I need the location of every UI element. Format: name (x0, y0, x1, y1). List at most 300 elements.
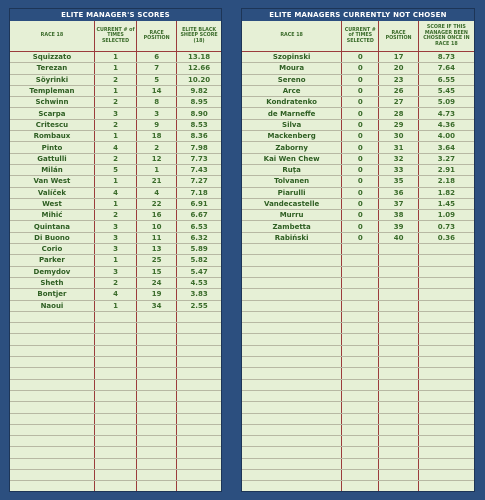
manager-name-cell (242, 311, 342, 322)
table-row (10, 142, 221, 153)
table-row (242, 187, 474, 198)
empty-row (242, 357, 474, 368)
race-position-cell: 1 (137, 164, 177, 175)
empty-row (10, 345, 221, 356)
col-header-times-selected: CURRENT # of TIMES SELECTED (94, 21, 136, 52)
table-row (242, 97, 474, 108)
manager-name-cell (242, 402, 342, 413)
manager-name-cell: Murru (242, 210, 342, 221)
race-position-cell (379, 277, 418, 288)
times-selected-cell: 1 (94, 255, 136, 266)
manager-name-cell: Rabiński (242, 232, 342, 243)
score-cell (418, 469, 474, 480)
times-selected-cell (94, 424, 136, 435)
score-cell (177, 447, 221, 458)
score-cell: 5.82 (177, 255, 221, 266)
score-cell: 8.95 (177, 97, 221, 108)
score-cell (418, 323, 474, 334)
times-selected-cell: 0 (342, 164, 379, 175)
score-cell (177, 481, 221, 492)
empty-row (10, 458, 221, 469)
manager-name-cell: Zambetta (242, 221, 342, 232)
race-position-cell: 28 (379, 108, 418, 119)
manager-name-cell (242, 266, 342, 277)
empty-row (242, 323, 474, 334)
manager-name-cell: Pinto (10, 142, 94, 153)
empty-row (242, 458, 474, 469)
not-chosen-panel (241, 8, 475, 492)
race-position-cell: 16 (137, 210, 177, 221)
score-cell (418, 436, 474, 447)
race-position-cell: 20 (379, 63, 418, 74)
score-cell: 2.91 (418, 164, 474, 175)
race-position-cell: 25 (137, 255, 177, 266)
score-cell (177, 334, 221, 345)
race-position-cell: 12 (137, 153, 177, 164)
table-row (242, 153, 474, 164)
times-selected-cell: 2 (94, 119, 136, 130)
race-position-cell: 22 (137, 198, 177, 209)
manager-name-cell: Templeman (10, 85, 94, 96)
race-position-cell: 15 (137, 266, 177, 277)
times-selected-cell: 4 (94, 187, 136, 198)
col-header-potential-score: SCORE IF THIS MANAGER BEEN CHOSEN ONCE IN RACE 18 (418, 21, 474, 52)
not-chosen-rows (242, 52, 474, 493)
manager-name-cell: Kondratenko (242, 97, 342, 108)
times-selected-cell: 3 (94, 244, 136, 255)
table-row (242, 210, 474, 221)
score-cell: 6.32 (177, 232, 221, 243)
table-row (242, 63, 474, 74)
score-cell: 1.09 (418, 210, 474, 221)
race-position-cell (379, 390, 418, 401)
times-selected-cell: 3 (94, 108, 136, 119)
score-cell (177, 413, 221, 424)
table-row (242, 131, 474, 142)
table-row (10, 108, 221, 119)
manager-name-cell: Terezan (10, 63, 94, 74)
times-selected-cell: 2 (94, 277, 136, 288)
elite-scores-panel (9, 8, 222, 492)
score-cell: 3.83 (177, 289, 221, 300)
score-cell (418, 289, 474, 300)
times-selected-cell (342, 266, 379, 277)
times-selected-cell: 4 (94, 289, 136, 300)
empty-row (242, 244, 474, 255)
manager-name-cell (10, 469, 94, 480)
race-position-cell (379, 447, 418, 458)
manager-name-cell (10, 357, 94, 368)
empty-row (242, 402, 474, 413)
score-cell (177, 424, 221, 435)
race-position-cell (137, 345, 177, 356)
manager-name-cell (242, 447, 342, 458)
score-cell (418, 481, 474, 492)
table-row (10, 255, 221, 266)
manager-name-cell: de Marneffe (242, 108, 342, 119)
times-selected-cell (342, 300, 379, 311)
manager-name-cell: Tolvanen (242, 176, 342, 187)
times-selected-cell (342, 323, 379, 334)
empty-row (242, 311, 474, 322)
race-position-cell (137, 390, 177, 401)
manager-name-cell: Critescu (10, 119, 94, 130)
score-cell (418, 277, 474, 288)
empty-row (10, 323, 221, 334)
table-row (10, 266, 221, 277)
score-cell: 8.53 (177, 119, 221, 130)
times-selected-cell: 2 (94, 74, 136, 85)
score-cell: 5.47 (177, 266, 221, 277)
race-position-cell: 40 (379, 232, 418, 243)
times-selected-cell: 0 (342, 210, 379, 221)
score-cell (418, 255, 474, 266)
race-position-cell: 3 (137, 108, 177, 119)
manager-name-cell (10, 334, 94, 345)
score-cell: 0.73 (418, 221, 474, 232)
empty-row (242, 481, 474, 492)
score-cell: 9.82 (177, 85, 221, 96)
times-selected-cell (94, 323, 136, 334)
score-cell: 6.55 (418, 74, 474, 85)
table-row (242, 221, 474, 232)
manager-name-cell (242, 469, 342, 480)
empty-row (242, 277, 474, 288)
score-cell: 7.27 (177, 176, 221, 187)
race-position-cell: 29 (379, 119, 418, 130)
manager-name-cell (10, 311, 94, 322)
times-selected-cell: 1 (94, 63, 136, 74)
race-position-cell (379, 334, 418, 345)
manager-name-cell: Szopinski (242, 52, 342, 63)
manager-name-cell: Silva (242, 119, 342, 130)
empty-row (10, 379, 221, 390)
score-cell (177, 311, 221, 322)
times-selected-cell (342, 469, 379, 480)
elite-scores-rows (10, 52, 221, 493)
race-position-cell (379, 300, 418, 311)
times-selected-cell: 4 (94, 142, 136, 153)
empty-row (242, 255, 474, 266)
times-selected-cell (342, 402, 379, 413)
manager-name-cell (242, 357, 342, 368)
race-position-cell: 39 (379, 221, 418, 232)
times-selected-cell (342, 458, 379, 469)
race-position-cell (137, 413, 177, 424)
empty-row (10, 447, 221, 458)
score-cell (177, 357, 221, 368)
not-chosen-table (242, 9, 474, 492)
score-cell (418, 300, 474, 311)
score-cell: 7.43 (177, 164, 221, 175)
table-row (242, 85, 474, 96)
score-cell (177, 469, 221, 480)
table-row (10, 176, 221, 187)
manager-name-cell (242, 368, 342, 379)
table-row (10, 244, 221, 255)
score-cell: 8.36 (177, 131, 221, 142)
times-selected-cell: 0 (342, 131, 379, 142)
score-cell (418, 413, 474, 424)
manager-name-cell (10, 481, 94, 492)
race-position-cell: 17 (379, 52, 418, 63)
manager-name-cell: Piarulli (242, 187, 342, 198)
manager-name-cell (10, 379, 94, 390)
manager-name-cell (242, 277, 342, 288)
table-row (242, 119, 474, 130)
empty-row (10, 334, 221, 345)
score-cell (418, 447, 474, 458)
empty-row (242, 289, 474, 300)
score-cell: 4.73 (418, 108, 474, 119)
not-chosen-title: ELITE MANAGERS CURRENTLY NOT CHOSEN (242, 9, 474, 21)
race-position-cell (379, 379, 418, 390)
manager-name-cell (242, 323, 342, 334)
manager-name-cell (10, 345, 94, 356)
manager-name-cell: Naoui (10, 300, 94, 311)
score-cell: 8.73 (418, 52, 474, 63)
empty-row (242, 424, 474, 435)
empty-row (10, 413, 221, 424)
empty-row (10, 311, 221, 322)
times-selected-cell: 0 (342, 232, 379, 243)
race-position-cell (379, 266, 418, 277)
score-cell (177, 368, 221, 379)
col-header-score: ELITE BLACK SHEEP SCORE (18) (177, 21, 221, 52)
race-position-cell: 9 (137, 119, 177, 130)
race-position-cell: 38 (379, 210, 418, 221)
manager-name-cell: Sheth (10, 277, 94, 288)
race-position-cell (379, 255, 418, 266)
score-cell: 10.20 (177, 74, 221, 85)
times-selected-cell (342, 289, 379, 300)
score-cell (418, 244, 474, 255)
race-position-cell: 4 (137, 187, 177, 198)
times-selected-cell: 0 (342, 108, 379, 119)
elite-scores-title: ELITE MANAGER'S SCORES (10, 9, 221, 21)
race-position-cell: 10 (137, 221, 177, 232)
times-selected-cell: 5 (94, 164, 136, 175)
manager-name-cell: Gattulli (10, 153, 94, 164)
times-selected-cell: 0 (342, 63, 379, 74)
table-row (10, 198, 221, 209)
empty-row (10, 436, 221, 447)
race-position-cell: 13 (137, 244, 177, 255)
race-position-cell: 33 (379, 164, 418, 175)
times-selected-cell (94, 334, 136, 345)
race-position-cell (379, 469, 418, 480)
race-position-cell (137, 447, 177, 458)
score-cell (177, 345, 221, 356)
race-position-cell (379, 402, 418, 413)
times-selected-cell (342, 481, 379, 492)
score-cell: 4.53 (177, 277, 221, 288)
manager-name-cell: Quintana (10, 221, 94, 232)
empty-row (242, 368, 474, 379)
empty-row (10, 390, 221, 401)
table-row (10, 74, 221, 85)
race-position-cell (137, 402, 177, 413)
score-cell: 6.67 (177, 210, 221, 221)
score-cell: 7.73 (177, 153, 221, 164)
empty-row (242, 469, 474, 480)
table-row (242, 198, 474, 209)
manager-name-cell (242, 436, 342, 447)
times-selected-cell: 1 (94, 300, 136, 311)
times-selected-cell (94, 357, 136, 368)
times-selected-cell: 1 (94, 176, 136, 187)
score-cell (418, 402, 474, 413)
times-selected-cell: 1 (94, 198, 136, 209)
times-selected-cell (94, 311, 136, 322)
table-row (10, 210, 221, 221)
race-position-cell: 14 (137, 85, 177, 96)
manager-name-cell: Demydov (10, 266, 94, 277)
times-selected-cell: 3 (94, 232, 136, 243)
manager-name-cell (242, 424, 342, 435)
times-selected-cell (94, 469, 136, 480)
manager-name-cell: Zaborny (242, 142, 342, 153)
race-position-cell (137, 334, 177, 345)
manager-name-cell: Di Buono (10, 232, 94, 243)
manager-name-cell: Bontjer (10, 289, 94, 300)
race-position-cell (137, 357, 177, 368)
manager-name-cell (10, 436, 94, 447)
manager-name-cell (242, 255, 342, 266)
times-selected-cell: 0 (342, 52, 379, 63)
race-position-cell: 24 (137, 277, 177, 288)
times-selected-cell (94, 458, 136, 469)
score-cell: 6.91 (177, 198, 221, 209)
manager-name-cell (242, 458, 342, 469)
manager-name-cell: West (10, 198, 94, 209)
manager-name-cell (242, 345, 342, 356)
race-position-cell (379, 311, 418, 322)
race-position-cell: 31 (379, 142, 418, 153)
race-position-cell (137, 458, 177, 469)
score-cell: 6.53 (177, 221, 221, 232)
race-position-cell (137, 424, 177, 435)
col-header-race: RACE 18 (10, 21, 94, 52)
score-cell (177, 436, 221, 447)
score-cell: 1.82 (418, 187, 474, 198)
race-position-cell (379, 413, 418, 424)
times-selected-cell: 2 (94, 97, 136, 108)
table-row (10, 153, 221, 164)
times-selected-cell (342, 345, 379, 356)
empty-row (10, 357, 221, 368)
race-position-cell (379, 458, 418, 469)
table-row (242, 52, 474, 63)
manager-name-cell: Milán (10, 164, 94, 175)
times-selected-cell: 0 (342, 97, 379, 108)
manager-name-cell: Moura (242, 63, 342, 74)
score-cell (418, 368, 474, 379)
manager-name-cell: Schwinn (10, 97, 94, 108)
score-cell: 3.27 (418, 153, 474, 164)
score-cell (418, 424, 474, 435)
manager-name-cell (242, 289, 342, 300)
manager-name-cell: Valíček (10, 187, 94, 198)
race-position-cell: 36 (379, 187, 418, 198)
race-position-cell: 34 (137, 300, 177, 311)
score-cell: 4.36 (418, 119, 474, 130)
race-position-cell (137, 323, 177, 334)
score-cell: 4.00 (418, 131, 474, 142)
empty-row (242, 345, 474, 356)
times-selected-cell (94, 447, 136, 458)
table-row (10, 289, 221, 300)
manager-name-cell: Mackenberg (242, 131, 342, 142)
manager-name-cell: Squizzato (10, 52, 94, 63)
score-cell (418, 345, 474, 356)
race-position-cell: 7 (137, 63, 177, 74)
race-position-cell: 19 (137, 289, 177, 300)
times-selected-cell (342, 379, 379, 390)
times-selected-cell (94, 413, 136, 424)
table-row (10, 52, 221, 63)
race-position-cell (379, 481, 418, 492)
empty-row (242, 447, 474, 458)
times-selected-cell (94, 481, 136, 492)
score-cell (418, 266, 474, 277)
manager-name-cell: Söyrinki (10, 74, 94, 85)
race-position-cell: 5 (137, 74, 177, 85)
times-selected-cell (342, 244, 379, 255)
empty-row (10, 469, 221, 480)
table-row (242, 142, 474, 153)
race-position-cell (379, 289, 418, 300)
empty-row (242, 436, 474, 447)
manager-name-cell (242, 244, 342, 255)
manager-name-cell (242, 413, 342, 424)
score-cell (418, 357, 474, 368)
manager-name-cell (10, 447, 94, 458)
times-selected-cell (342, 277, 379, 288)
times-selected-cell (94, 345, 136, 356)
race-position-cell: 30 (379, 131, 418, 142)
times-selected-cell: 1 (94, 52, 136, 63)
times-selected-cell: 0 (342, 74, 379, 85)
manager-name-cell: Rombaux (10, 131, 94, 142)
times-selected-cell (342, 357, 379, 368)
empty-row (242, 266, 474, 277)
score-cell: 7.18 (177, 187, 221, 198)
manager-name-cell: Sereno (242, 74, 342, 85)
times-selected-cell: 0 (342, 176, 379, 187)
col-header-race-position: RACE POSITION (379, 21, 418, 52)
manager-name-cell (242, 481, 342, 492)
table-row (10, 187, 221, 198)
race-position-cell: 26 (379, 85, 418, 96)
table-row (10, 119, 221, 130)
elite-scores-table (10, 9, 221, 492)
empty-row (10, 402, 221, 413)
race-position-cell: 11 (137, 232, 177, 243)
score-cell (177, 458, 221, 469)
race-position-cell (137, 379, 177, 390)
table-row (242, 176, 474, 187)
score-cell: 2.55 (177, 300, 221, 311)
race-position-cell: 35 (379, 176, 418, 187)
score-cell: 3.64 (418, 142, 474, 153)
times-selected-cell: 3 (94, 266, 136, 277)
race-position-cell (379, 436, 418, 447)
race-position-cell (137, 311, 177, 322)
empty-row (242, 413, 474, 424)
table-row (10, 232, 221, 243)
manager-name-cell (242, 334, 342, 345)
